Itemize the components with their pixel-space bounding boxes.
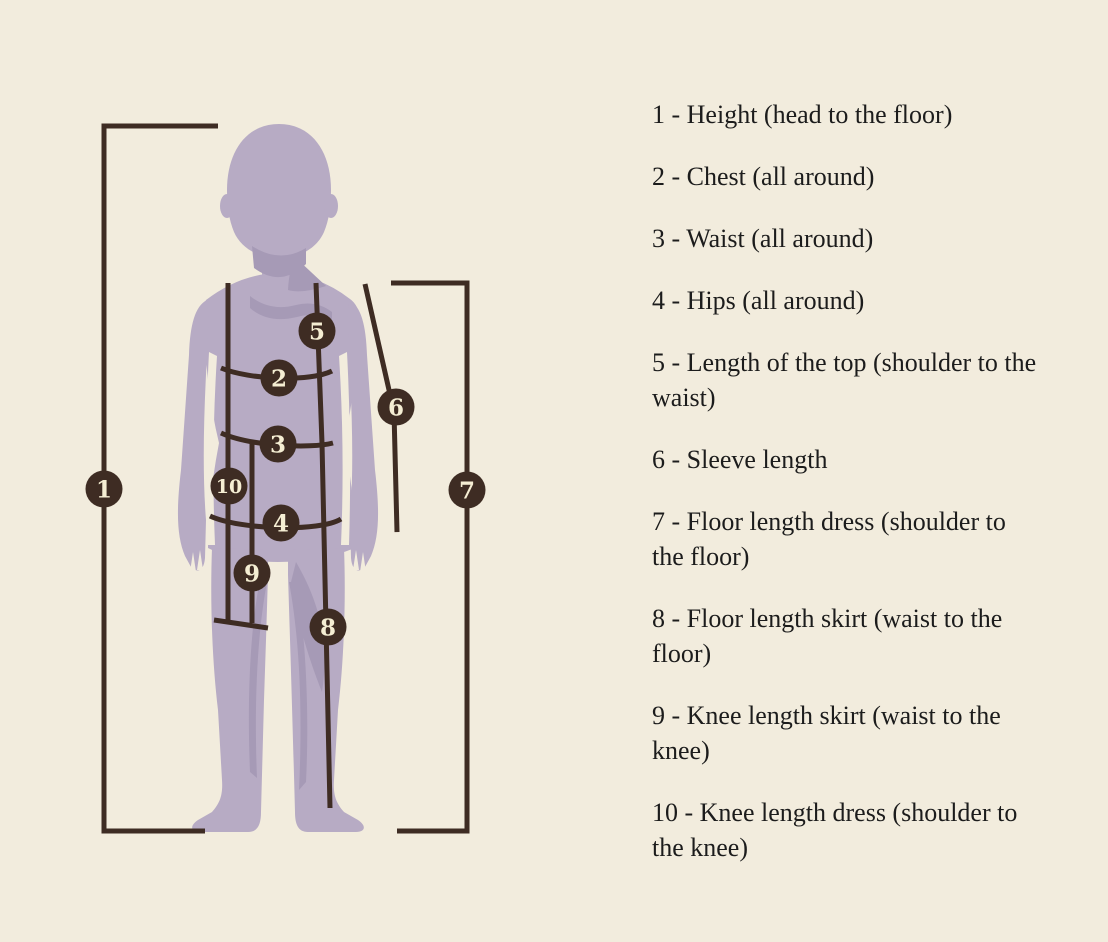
legend [652, 97, 1038, 892]
legend-item-10: 10 - Knee length dress (shoulder to the knee) [652, 798, 1018, 862]
legend-item-3: 3 - Waist (all around) [652, 224, 874, 253]
marker-9-label: 9 [243, 560, 261, 588]
marker-1-label: 1 [95, 476, 113, 504]
marker-2-label: 2 [270, 365, 288, 393]
head [227, 124, 331, 258]
marker-6-label: 6 [387, 394, 405, 422]
right-arm [348, 300, 378, 570]
marker-10-label: 10 [215, 476, 243, 498]
legend-item-8: 8 - Floor length skirt (waist to the floor) [652, 604, 1003, 668]
marker-5-label: 5 [308, 318, 326, 346]
legend-item-7: 7 - Floor length dress (shoulder to the floor) [652, 507, 1006, 571]
left-ear [220, 194, 234, 218]
marker-4-label: 4 [272, 510, 290, 538]
left-arm [178, 300, 208, 570]
legend-item-5: 5 - Length of the top (shoulder to the waist) [652, 348, 1037, 412]
legend-item-2: 2 - Chest (all around) [652, 162, 875, 191]
marker-7-label: 7 [458, 477, 476, 505]
legend-item-6: 6 - Sleeve length [652, 445, 828, 474]
right-ear [324, 194, 338, 218]
legend-item-9: 9 - Knee length skirt (waist to the knee) [652, 701, 1001, 765]
body-silhouette [178, 124, 378, 832]
legend-item-4: 4 - Hips (all around) [652, 286, 865, 315]
floor-dress-bracket-line-7 [391, 283, 467, 831]
marker-8-label: 8 [319, 614, 337, 642]
legend-item-1: 1 - Height (head to the floor) [652, 100, 953, 129]
collar-shadow [288, 258, 326, 291]
marker-3-label: 3 [269, 431, 287, 459]
